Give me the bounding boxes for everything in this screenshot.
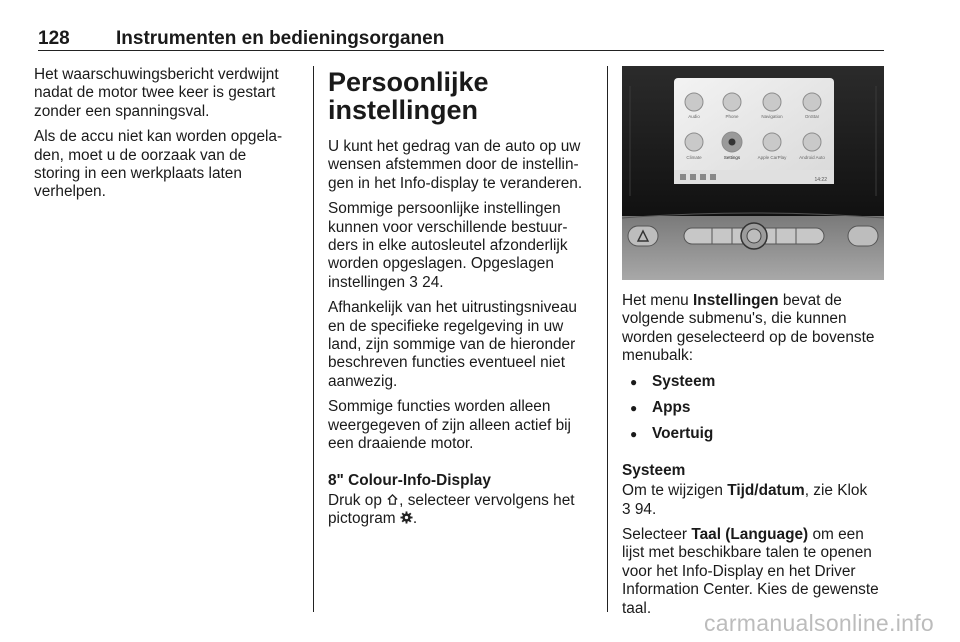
paragraph: Het menu Instellingen bevat de volgende submenu's, die kunnen worden geselecteerd op de bovenste menubalk: <box>622 292 875 365</box>
page-title: Instrumenten en bedieningsorganen <box>116 28 445 49</box>
paragraph: Sommige functies worden alleen weergegeven of zijn alleen actief bij een draaiende motor. <box>328 398 571 453</box>
paragraph: Als de accu niet kan worden opgela-den, moet u de oorzaak van de storing in een werkplaats laten verhelpen. <box>34 128 283 201</box>
svg-text:Navigation: Navigation <box>761 114 783 119</box>
column-1 <box>34 66 296 209</box>
list-item: ● Apps <box>622 399 890 417</box>
svg-text:Android Auto: Android Auto <box>799 155 825 160</box>
page-header <box>38 28 884 51</box>
home-icon <box>386 493 399 506</box>
svg-text:OnStar: OnStar <box>804 114 820 119</box>
page-reference: 3 24. <box>409 273 444 291</box>
paragraph: U kunt het gedrag van de auto op uw wensen afstemmen door de instellin-gen in het Info-display te veranderen. <box>328 138 583 192</box>
paragraph: Het waarschuwingsbericht verdwijnt nadat de motor twee keer is gestart zonder een spanningsval. <box>34 66 279 120</box>
svg-text:14:22: 14:22 <box>814 177 827 183</box>
list-item: ● Systeem <box>622 373 890 391</box>
subheading: Systeem <box>622 461 686 479</box>
paragraph: Druk op , selecteer vervolgens het pictogram . <box>328 491 575 528</box>
page-reference: 3 94. <box>622 500 657 518</box>
subheading: 8" Colour-Info-Display <box>328 471 491 489</box>
column-2 <box>328 66 594 536</box>
page-number: 128 <box>38 28 70 49</box>
side-button <box>848 226 878 246</box>
paragraph: Sommige persoonlijke instellingen kunnen voor verschillende bestuur-ders in elke autosleutel afzonderlijk worden opgeslagen. Opgeslagen instellingen 3 24. <box>328 200 568 291</box>
watermark: carmanualsonline.info <box>703 610 934 636</box>
svg-text:Settings: Settings <box>723 155 741 160</box>
paragraph: Om te wijzigen Tijd/datum, zie Klok 3 94. <box>622 482 868 518</box>
list-item: ● Voertuig <box>622 425 890 443</box>
column-divider <box>313 66 314 612</box>
svg-text:Climate: Climate <box>686 155 702 160</box>
section-heading: Persoonlijke instellingen <box>328 67 489 125</box>
paragraph: Selecteer Taal (Language) om een lijst met beschikbare talen te openen voor het Info-Display en het Driver Information Center. Kies de gewenste taal. <box>622 526 879 617</box>
paragraph: Afhankelijk van het uitrustingsniveau en de specifieke regelgeving in uw land, zijn sommige van de hieronder beschreven functies eventueel niet aanwezig. <box>328 299 577 390</box>
svg-text:Apple CarPlay: Apple CarPlay <box>757 155 787 160</box>
gear-icon <box>400 511 413 524</box>
svg-text:Audio: Audio <box>688 114 700 119</box>
column-3 <box>622 292 890 625</box>
infotainment-photo <box>622 66 884 280</box>
infotainment-illustration <box>622 66 884 280</box>
column-divider <box>607 66 608 612</box>
hazard-button <box>628 226 658 246</box>
svg-text:Phone: Phone <box>725 114 739 119</box>
submenu-list <box>622 373 890 444</box>
